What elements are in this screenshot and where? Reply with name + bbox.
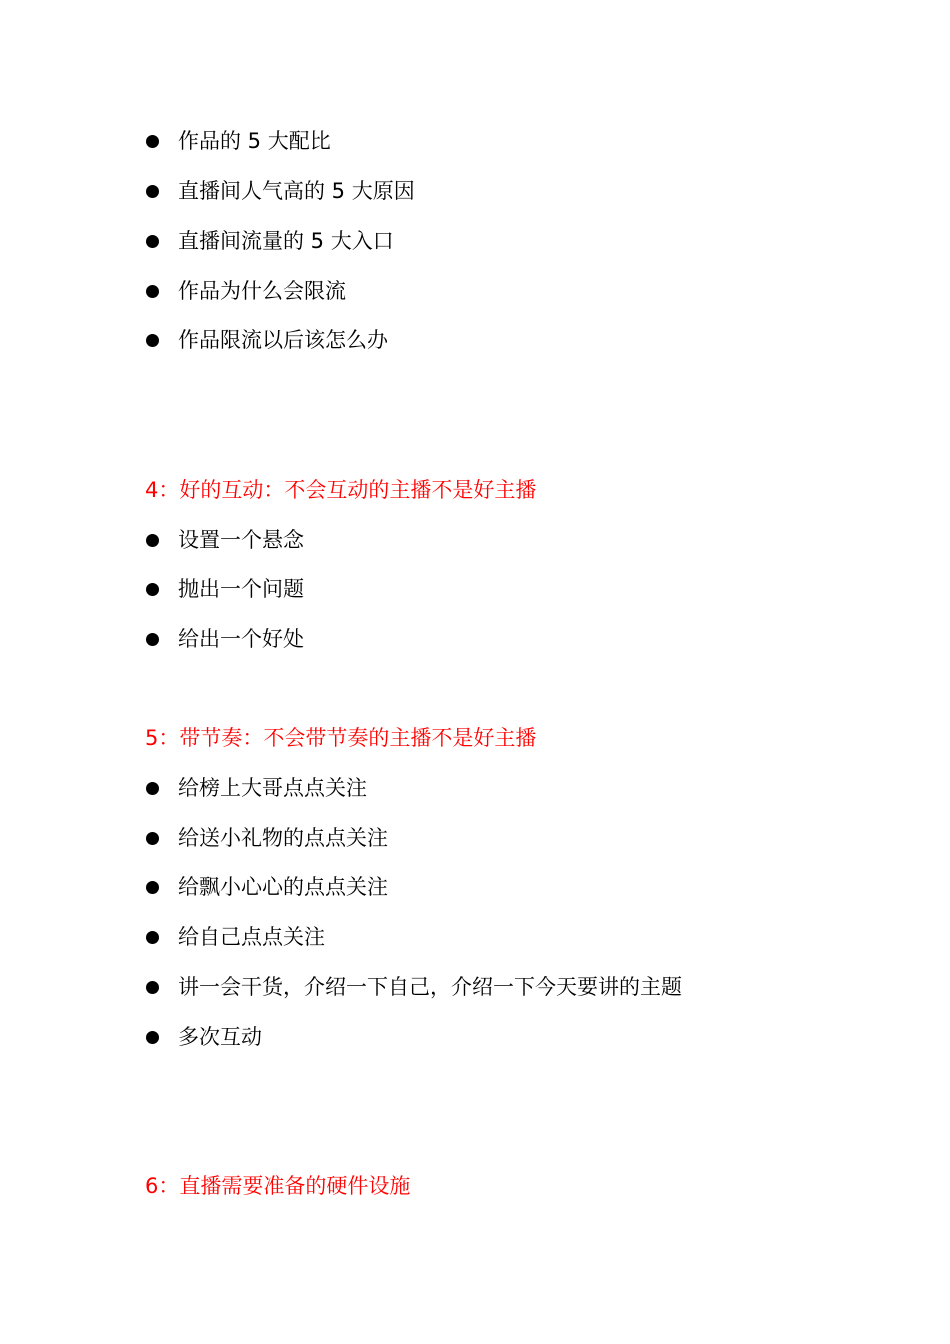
- section-heading: 5：带节奏：不会带节奏的主播不是好主播: [145, 726, 537, 750]
- list-item-text: 直播间人气高的 5 大原因: [178, 179, 415, 203]
- list-item-text: 作品为什么会限流: [178, 279, 346, 303]
- bullet-icon: [146, 633, 159, 646]
- list-item-text: 作品的 5 大配比: [178, 129, 331, 153]
- bullet-icon: [146, 583, 159, 596]
- list-item-text: 直播间流量的 5 大入口: [178, 229, 394, 253]
- list-item-text: 给飘小心心的点点关注: [178, 875, 388, 899]
- list-item-text: 给榜上大哥点点关注: [178, 776, 367, 800]
- list-item-text: 给出一个好处: [178, 627, 304, 651]
- list-item-text: 给送小礼物的点点关注: [178, 826, 388, 850]
- list-item-text: 抛出一个问题: [178, 577, 304, 601]
- bullet-icon: [146, 334, 159, 347]
- bullet-icon: [146, 931, 159, 944]
- bullet-icon: [146, 235, 159, 248]
- bullet-icon: [146, 185, 159, 198]
- section-heading: 6：直播需要准备的硬件设施: [145, 1174, 411, 1198]
- list-item-text: 作品限流以后该怎么办: [178, 328, 388, 352]
- bullet-icon: [146, 285, 159, 298]
- bullet-icon: [146, 881, 159, 894]
- list-item-text: 讲一会干货，介绍一下自己，介绍一下今天要讲的主题: [178, 975, 682, 999]
- bullet-icon: [146, 135, 159, 148]
- list-item-text: 给自己点点关注: [178, 925, 325, 949]
- bullet-icon: [146, 832, 159, 845]
- list-item-text: 多次互动: [178, 1025, 262, 1049]
- list-item-text: 设置一个悬念: [178, 528, 304, 552]
- bullet-icon: [146, 534, 159, 547]
- bullet-icon: [146, 1031, 159, 1044]
- section-heading: 4：好的互动：不会互动的主播不是好主播: [145, 478, 537, 502]
- bullet-icon: [146, 782, 159, 795]
- bullet-icon: [146, 981, 159, 994]
